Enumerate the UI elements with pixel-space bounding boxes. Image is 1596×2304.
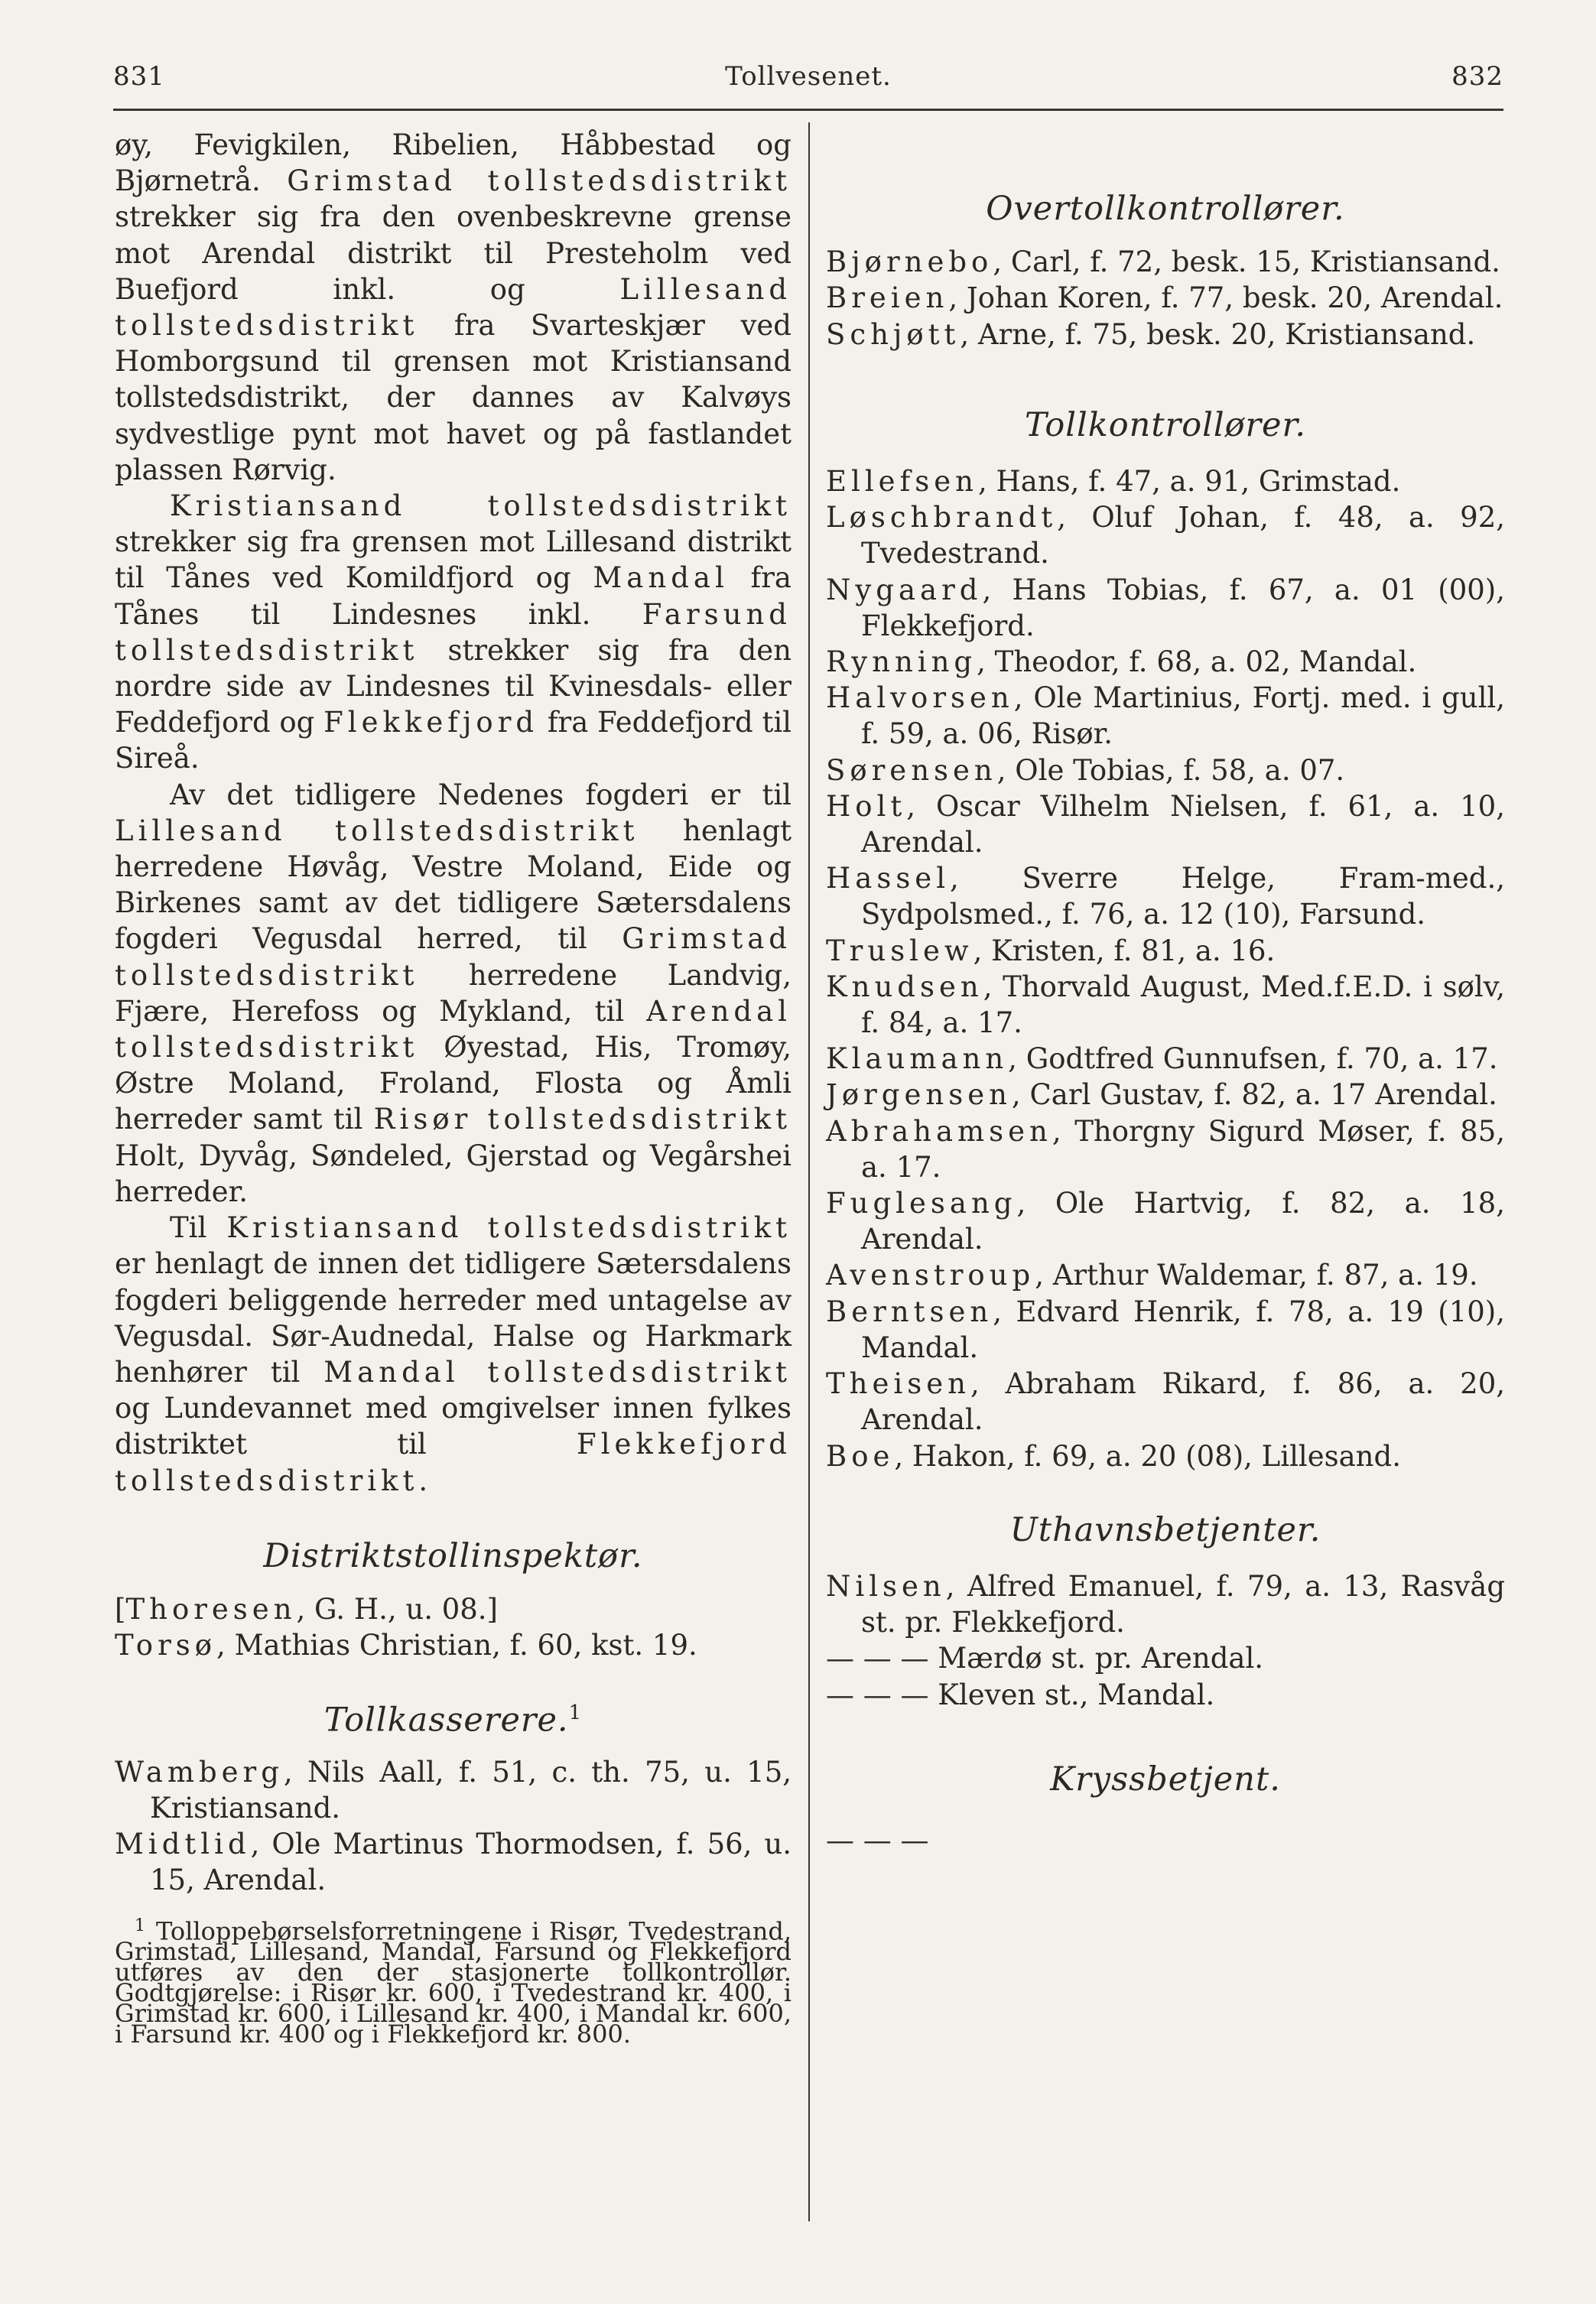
person-name: Berntsen [826,1295,993,1328]
person-name: Midtlid [115,1828,251,1861]
list-item: Torsø, Mathias Christian, f. 60, kst. 19. [115,1629,697,1662]
district-name: Kristiansand tollstedsdistrikt [170,489,791,523]
person-name: Halvorsen [826,681,1014,715]
person-name: Bjørnebo [826,245,993,279]
district-name: Lillesand tollstedsdistrikt [115,272,791,343]
list-item: Midtlid, Ole Martinus Thormodsen, f. 56, u. 15, Arendal. [115,1828,791,1897]
person-name: Breien [826,281,949,315]
list-item: Halvorsen, Ole Martinius, Fortj. med. i gull, f. 59, a. 06, Risør. [826,681,1505,751]
footnote-reference: 1 [568,1701,583,1725]
paragraph-grimstad-lillesand: øy, Fevigkilen, Ribelien, Håbbestad og Bjørnetrå. Grimstad tollstedsdistrikt strekker sig fra den ovenbeskrevne grense mot Arendal distrikt til Presteholm ved Buefjord inkl. og Lillesand tollstedsdistrikt fra Svarteskjær ved Homborgsund til grensen mot Kristiansand tollstedsdistrikt, der dannes av Kalvøys sydvestlige pynt mot havet og på fastlandet plassen Rørvig. [115,128,791,486]
section-title-uthavnsbetjenter: Uthavnsbetjenter. [1009,1510,1321,1549]
person-name: Boe [826,1439,895,1473]
section-title-kryssbetjent: Kryssbetjent. [1050,1760,1281,1799]
person-name: Hassel [826,862,951,895]
district-name: Grimstad tollstedsdistrikt [115,922,791,992]
district-name: Arendal tollstedsdistrikt [115,994,791,1064]
person-name: Theisen [826,1367,970,1401]
list-item: Berntsen, Edvard Henrik, f. 78, a. 19 (10), Mandal. [826,1295,1505,1364]
district-name: Mandal [593,561,729,595]
person-name: Ellefsen [826,465,978,499]
person-name: Avenstroup [826,1259,1035,1292]
list-item: Rynning, Theodor, f. 68, a. 02, Mandal. [826,645,1417,679]
running-title: Tollvesenet. [725,61,892,92]
header-rule [113,109,1503,111]
tollkontrollor-list [826,463,1505,1474]
person-name: Nilsen [826,1569,946,1603]
list-item: — — — Kleven st., Mandal. [826,1678,1215,1711]
district-name: Farsund tollstedsdistrikt [115,597,791,667]
paragraph-nedenes: Av det tidligere Nedenes fogderi er til Lillesand tollstedsdistrikt henlagt herredene Høvåg, Vestre Moland, Eide og Birkenes samt av det tidligere Sætersdalens fogderi Vegusdal herred, til Grimstad tollstedsdistrikt herredene Landvig, Fjære, Herefoss og Mykland, til Arendal tollstedsdistrikt Øyestad, His, Tromøy, Østre Moland, Froland, Flosta og Åmli herreder samt til Risør tollstedsdistrikt Holt, Dyvåg, Søndeled, Gjerstad og Vegårshei herreder. [115,778,792,1208]
footnote-text: Tolloppebørselsforretningene i Risør, Tvedestrand, Grimstad, Lillesand, Mandal, Farsund og Flekkefjord utføres av den der stasjonerte tollkontrollør. Godtgjørelse: i Risør kr. 600, i Tvedestrand kr. 400, i Grimstad kr. 600, i Lillesand kr. 400, i Mandal kr. 600, i Farsund kr. 400 og i Flekkefjord kr. 800. [115,1916,791,2049]
person-name: Rynning [826,645,977,679]
person-name: Torsø [115,1629,217,1662]
list-item: Hassel, Sverre Helge, Fram-med., Sydpolsmed., f. 76, a. 12 (10), Farsund. [826,862,1505,931]
paragraph-kristiansand-farsund: Kristiansand tollstedsdistrikt strekker sig fra grensen mot Lillesand distrikt til Tånes ved Komildfjord og Mandal fra Tånes til Lindesnes inkl. Farsund tollstedsdistrikt strekker sig fra den nordre side av Lindesnes til Kvinesdals- eller Feddefjord og Flekkefjord fra Feddefjord til Sireå. [115,489,791,775]
district-name: Lillesand tollstedsdistrikt [115,814,639,847]
list-item: Nilsen, Alfred Emanuel, f. 79, a. 13, Rasvåg st. pr. Flekkefjord. [826,1569,1505,1639]
person-name: Fuglesang [826,1187,1017,1220]
list-item: Jørgensen, Carl Gustav, f. 82, a. 17 Arendal. [826,1078,1497,1112]
list-item: Abrahamsen, Thorgny Sigurd Møser, f. 85, a. 17. [826,1114,1505,1184]
footnote [115,1916,791,2049]
list-item: Holt, Oscar Vilhelm Nielsen, f. 61, a. 10, Arendal. [826,789,1505,860]
person-name: Truslew [826,934,974,967]
list-item: Schjøtt, Arne, f. 75, besk. 20, Kristiansand. [826,317,1476,351]
person-name: Sørensen [826,753,997,787]
district-name: Kristiansand tollstedsdistrikt [226,1211,791,1245]
district-name: Grimstad tollstedsdistrikt [287,164,791,198]
list-item: Knudsen, Thorvald August, Med.f.E.D. i sølv, f. 84, a. 17. [826,970,1505,1040]
person-name: Holt [826,789,907,823]
list-item: Boe, Hakon, f. 69, a. 20 (08), Lillesand. [826,1439,1401,1473]
vacant-entry: — — — [826,1823,929,1857]
section-title-distriktstollinspektor: Distriktstollinspektør. [263,1536,643,1575]
person-name: Nygaard [826,573,983,606]
list-item: Truslew, Kristen, f. 81, a. 16. [826,934,1276,967]
column-divider [808,122,810,2221]
person-name: Schjøtt [826,317,961,351]
footnote-mark: 1 [135,1916,145,1935]
list-item: — — — Mærdø st. pr. Arendal. [826,1642,1264,1675]
district-name: Risør tollstedsdistrikt [373,1103,792,1136]
person-name: Klaumann [826,1042,1009,1076]
list-item: Klaumann, Godtfred Gunnufsen, f. 70, a. 17. [826,1042,1498,1076]
person-name: Thoresen [125,1592,297,1626]
page-number-left: 831 [113,61,165,92]
page-number-right: 832 [1451,61,1503,92]
list-item: Fuglesang, Ole Hartvig, f. 82, a. 18, Arendal. [826,1187,1505,1256]
district-name: Flekkefjord [323,706,539,739]
list-item: Løschbrandt, Oluf Johan, f. 48, a. 92, Tvedestrand. [826,501,1505,570]
ditto-dashes: — — — [826,1678,929,1711]
person-name: Wamberg [115,1755,284,1789]
list-item: Bjørnebo, Carl, f. 72, besk. 15, Kristiansand. [826,245,1500,279]
section-title-tollkasserere: Tollkasserere.$^1$ [323,1701,583,1740]
list-item: Sørensen, Ole Tobias, f. 58, a. 07. [826,753,1345,787]
district-name: Mandal tollstedsdistrikt [323,1355,791,1389]
page-header [113,61,1503,95]
person-name: Knudsen [826,970,983,1003]
person-name: Jørgensen [826,1078,1012,1112]
paragraph-saetersdalen: Til Kristiansand tollstedsdistrikt er henlagt de innen det tidligere Sætersdalens fogderi beliggende herreder med untagelse av Vegusdal. Sør-Audnedal, Halse og Harkmark henhører til Mandal tollstedsdistrikt og Lundevannet med omgivelser innen fylkes distriktet til Flekkefjord tollstedsdistrikt. [115,1211,791,1497]
ditto-dashes: — — — [826,1642,929,1675]
section-title-overtollkontrollorer: Overtollkontrollører. [986,190,1345,228]
right-column [826,127,1505,1858]
list-item: Nygaard, Hans Tobias, f. 67, a. 01 (00), Flekkefjord. [826,573,1505,642]
list-item: Avenstroup, Arthur Waldemar, f. 87, a. 19. [826,1259,1478,1292]
list-item: Breien, Johan Koren, f. 77, besk. 20, Arendal. [826,281,1503,315]
list-item: Wamberg, Nils Aall, f. 51, c. th. 75, u. 15, Kristiansand. [115,1755,791,1825]
list-item: [Thoresen, G. H., u. 08.] [115,1592,498,1626]
district-name: Flekkefjord tollstedsdistrikt [115,1428,791,1497]
list-item: Theisen, Abraham Rikard, f. 86, a. 20, Arendal. [826,1367,1505,1437]
left-column [115,127,792,2049]
person-name: Abrahamsen [826,1114,1052,1148]
section-title-tollkontrollorer: Tollkontrollører. [1025,405,1306,444]
list-item: Ellefsen, Hans, f. 47, a. 91, Grimstad. [826,465,1401,499]
person-name: Løschbrandt [826,501,1058,535]
